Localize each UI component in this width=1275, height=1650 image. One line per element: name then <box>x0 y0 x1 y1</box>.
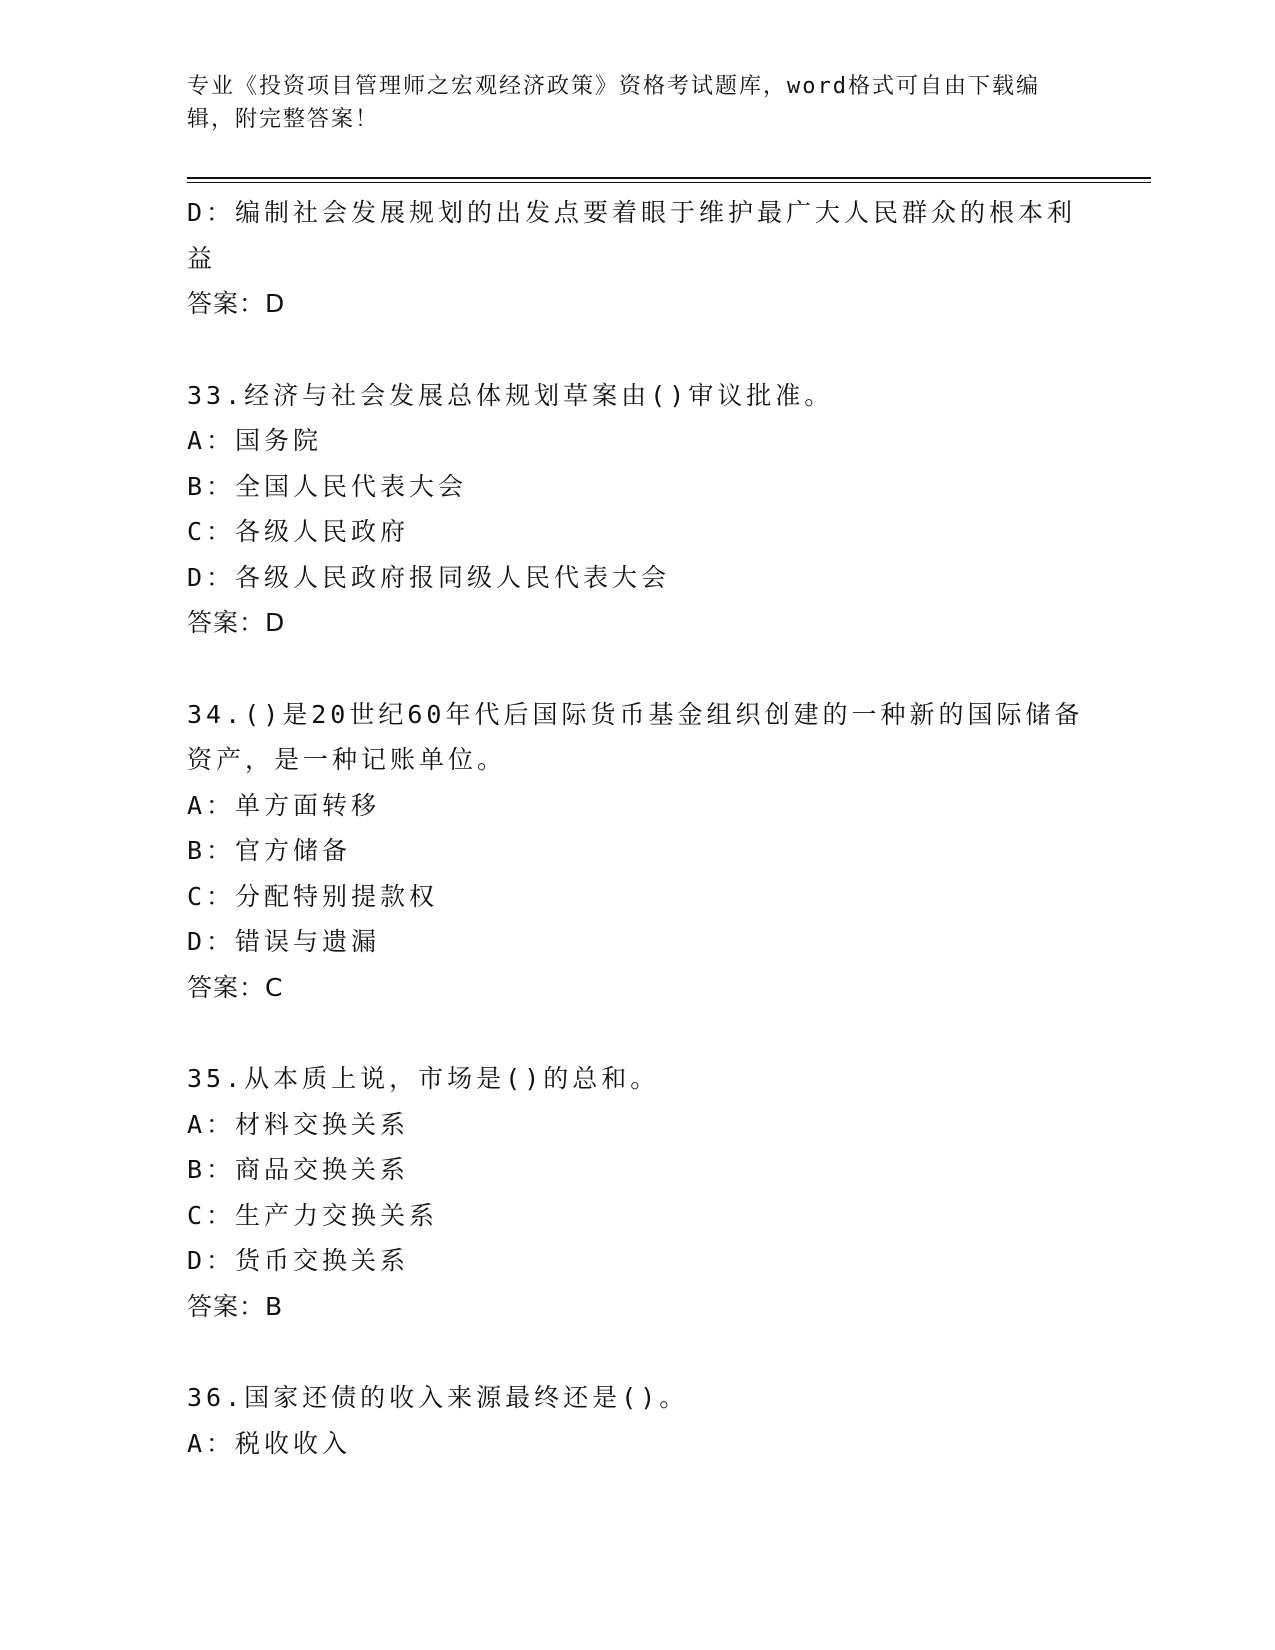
option-d: D：货币交换关系 <box>187 1246 410 1275</box>
question-block-35 <box>187 1056 1087 1329</box>
option-c: C：各级人民政府 <box>187 517 410 546</box>
option-c: C：分配特别提款权 <box>187 881 439 911</box>
question-text: 35.从本质上说，市场是()的总和。 <box>187 1064 660 1093</box>
option-a: A：材料交换关系 <box>187 1109 410 1139</box>
question-block-36 <box>187 1375 1087 1466</box>
question-text: 34.()是20世纪60年代后国际货币基金组织创建的一种新的国际储备资产，是一种记账单位。 <box>187 699 1084 774</box>
option-a: A：单方面转移 <box>187 790 381 820</box>
option-c: C：生产力交换关系 <box>187 1200 439 1230</box>
option-d: D：编制社会发展规划的出发点要着眼于维护最广大人民群众的根本利益 <box>187 198 1077 273</box>
question-text: 36.国家还债的收入来源最终还是()。 <box>187 1383 689 1412</box>
header-divider-thick <box>187 177 1151 179</box>
question-block-34 <box>187 692 1087 1011</box>
answer-line: 答案：C <box>187 972 284 1002</box>
option-b: B：官方储备 <box>187 836 352 865</box>
question-list <box>187 190 1087 1466</box>
answer-line: 答案：D <box>187 289 286 318</box>
question-text: 33.经济与社会发展总体规划草案由()审议批准。 <box>187 380 834 410</box>
header-divider-thin <box>187 182 1151 183</box>
question-block-32 <box>187 190 1087 327</box>
option-a: A：税收收入 <box>187 1428 352 1458</box>
question-block-33 <box>187 373 1087 646</box>
answer-line: 答案：B <box>187 1291 284 1321</box>
option-d: D：错误与遗漏 <box>187 927 381 956</box>
page-header: 专业《投资项目管理师之宏观经济政策》资格考试题库，word格式可自由下载编辑，附完整答案！ <box>187 74 1040 132</box>
option-d: D：各级人民政府报同级人民代表大会 <box>187 562 671 592</box>
option-b: B：全国人民代表大会 <box>187 471 468 501</box>
option-b: B：商品交换关系 <box>187 1155 410 1184</box>
answer-line: 答案：D <box>187 608 286 637</box>
option-a: A：国务院 <box>187 426 323 455</box>
